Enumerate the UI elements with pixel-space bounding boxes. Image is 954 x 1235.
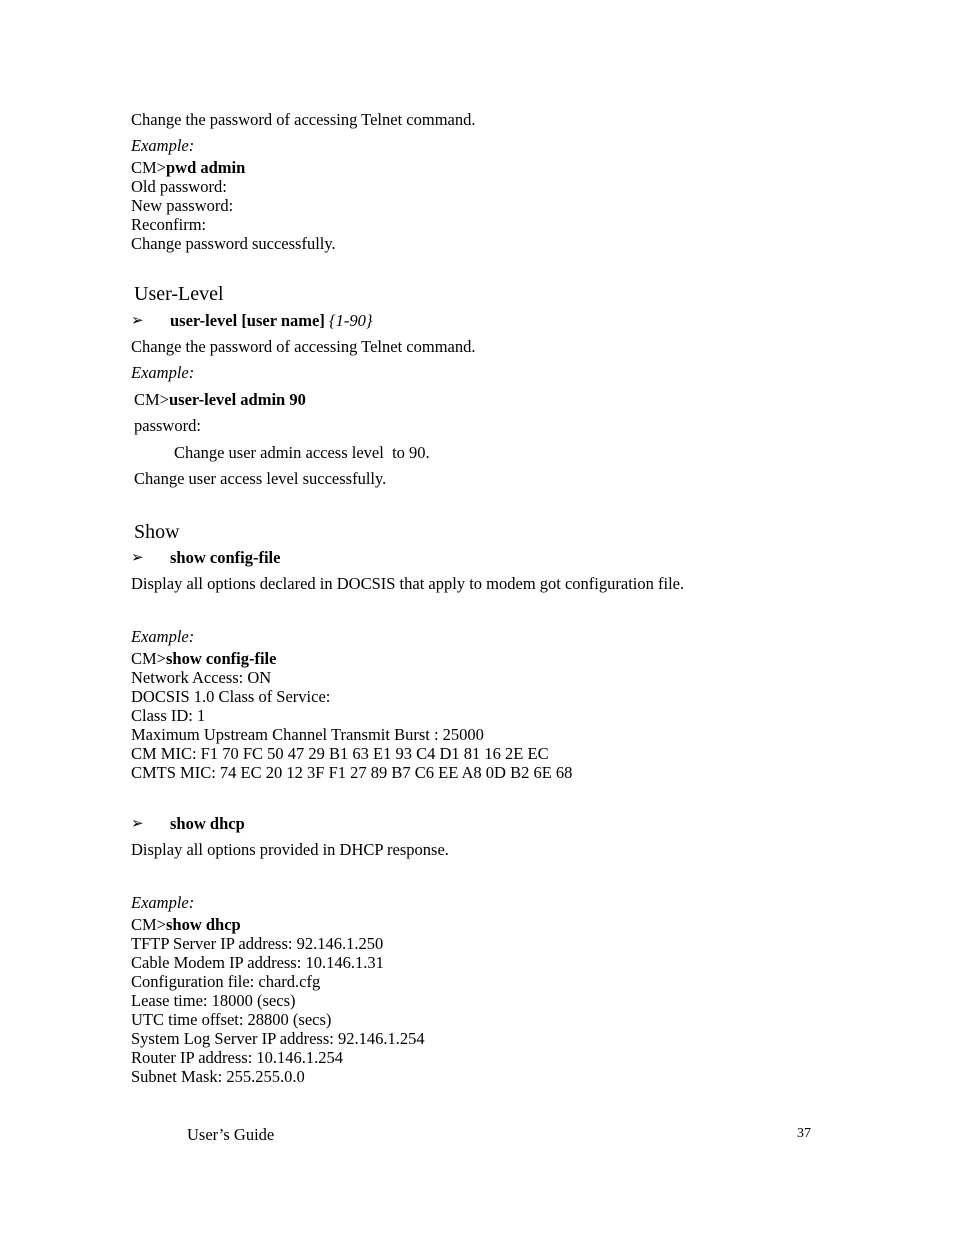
syntax-range: {1-90} (329, 311, 373, 330)
prompt: CM> (131, 649, 166, 668)
user-level-example-label: Example: (131, 363, 195, 382)
show-dhcp-description: Display all options provided in DHCP response. (131, 840, 449, 859)
syntax-command: user-level [user name] {1-90} (170, 311, 373, 330)
show-config-command-line (131, 649, 276, 668)
output-line: Cable Modem IP address: 10.146.1.31 (131, 953, 384, 972)
output-line: New password: (131, 196, 234, 215)
page-number: 37 (797, 1126, 811, 1141)
show-config-example-label: Example: (131, 627, 195, 646)
output-line: Subnet Mask: 255.255.0.0 (131, 1067, 305, 1086)
pwd-example-label: Example: (131, 136, 195, 155)
command: user-level admin 90 (168, 390, 306, 409)
output-line: Change user access level successfully. (134, 469, 387, 488)
user-level-description: Change the password of accessing Telnet command. (131, 337, 476, 356)
section-heading-user-level: User-Level (134, 283, 224, 305)
arrow-bullet-icon: ➢ (131, 548, 144, 566)
command: show dhcp (165, 915, 241, 934)
output-line: Maximum Upstream Channel Transmit Burst : 25000 (131, 725, 484, 744)
output-line: password: (134, 416, 201, 435)
output-line: Change user admin access level to 90. (174, 443, 430, 462)
output-line: Old password: (131, 177, 227, 196)
pwd-description: Change the password of accessing Telnet command. (131, 110, 476, 129)
output-line: Class ID: 1 (131, 706, 206, 725)
output-line: Reconfirm: (131, 215, 207, 234)
syntax-command: show config-file (170, 548, 281, 567)
prompt: CM> (131, 915, 166, 934)
command: pwd admin (165, 158, 246, 177)
output-line: System Log Server IP address: 92.146.1.254 (131, 1029, 425, 1048)
output-line: Configuration file: chard.cfg (131, 972, 321, 991)
section-heading-show: Show (134, 521, 180, 543)
output-line: DOCSIS 1.0 Class of Service: (131, 687, 331, 706)
output-line: UTC time offset: 28800 (secs) (131, 1010, 332, 1029)
arrow-bullet-icon: ➢ (131, 814, 144, 832)
output-line: Router IP address: 10.146.1.254 (131, 1048, 344, 1067)
command: show config-file (165, 649, 277, 668)
show-dhcp-command-line (131, 915, 241, 934)
user-level-command-line (134, 390, 306, 409)
arrow-bullet-icon: ➢ (131, 311, 144, 329)
syntax-command: show dhcp (170, 814, 245, 833)
output-line: CMTS MIC: 74 EC 20 12 3F F1 27 89 B7 C6 EE A8 0D B2 6E 68 (131, 763, 573, 782)
prompt: CM> (134, 390, 169, 409)
output-line: Change password successfully. (131, 234, 336, 253)
output-line: Lease time: 18000 (secs) (131, 991, 296, 1010)
output-line: CM MIC: F1 70 FC 50 47 29 B1 63 E1 93 C4 D1 81 16 2E EC (131, 744, 549, 763)
show-dhcp-example-label: Example: (131, 893, 195, 912)
footer-title: User’s Guide (187, 1125, 275, 1144)
output-line: Network Access: ON (131, 668, 272, 687)
pwd-command-line (131, 158, 245, 177)
output-line: TFTP Server IP address: 92.146.1.250 (131, 934, 384, 953)
prompt: CM> (131, 158, 166, 177)
show-config-description: Display all options declared in DOCSIS that apply to modem got configuration file. (131, 574, 685, 593)
